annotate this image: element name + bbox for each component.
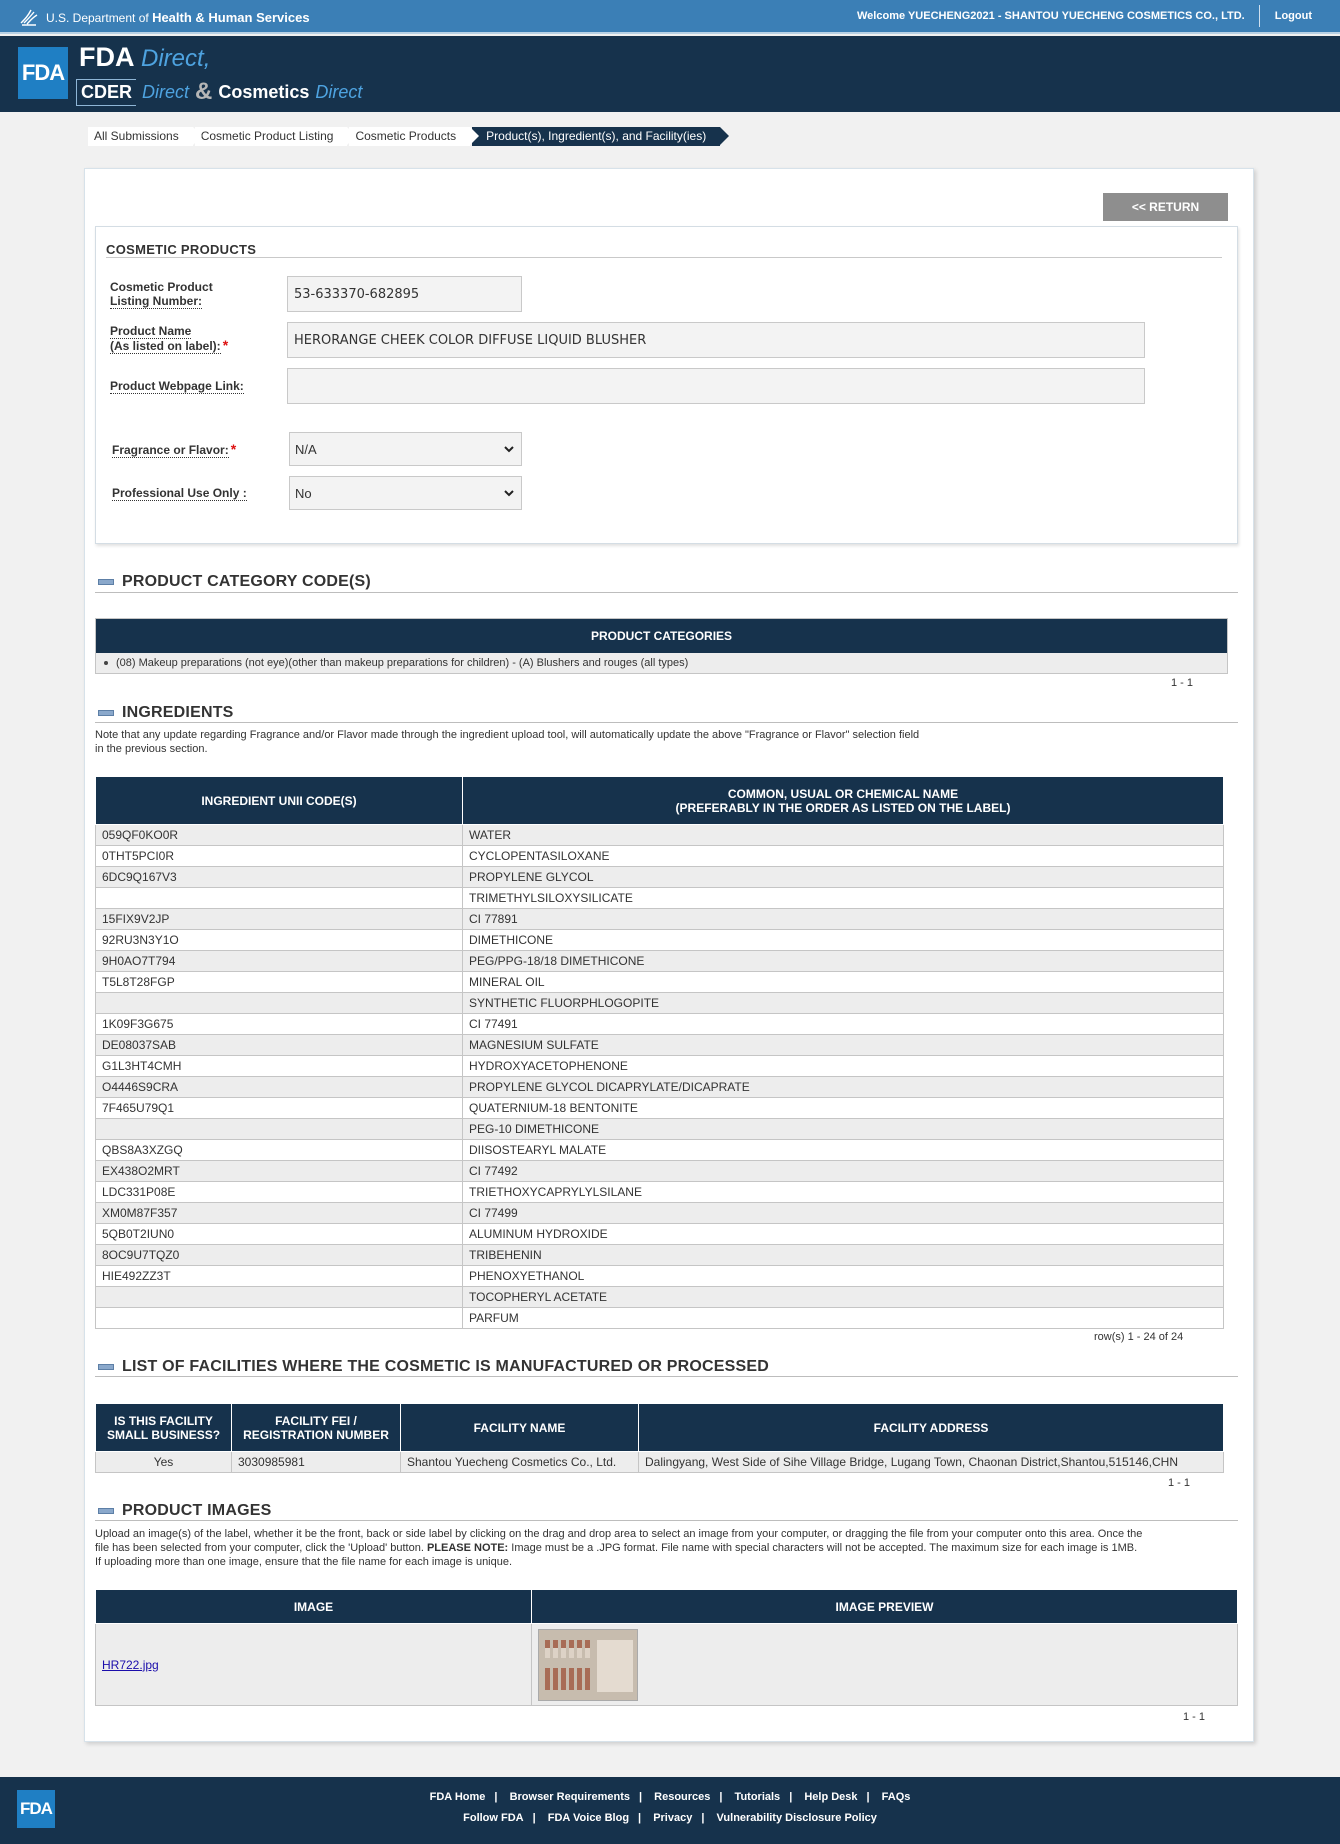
chemical-name-cell: CI 77491 [463,1014,1224,1035]
unii-code-cell: 0THT5PCI0R [96,846,463,867]
breadcrumb-cosmetic-product-listing[interactable]: Cosmetic Product Listing [195,127,348,146]
hhs-branding[interactable] [18,7,310,27]
hhs-department: U.S. Department of Health & Human Services [46,9,310,25]
footer-link-resources[interactable]: Resources [654,1791,711,1803]
cder-label: CDER [76,79,136,106]
unii-code-cell: 9H0AO7T794 [96,951,463,972]
logout-link[interactable]: Logout [1274,10,1312,22]
unii-code-cell: 059QF0KO0R [96,825,463,846]
hhs-top-bar [0,0,1340,34]
table-row [96,1077,1224,1098]
cosmetics-direct-label: Direct [315,81,363,102]
table-row [96,867,1224,888]
required-marker: * [230,441,237,457]
product-name-label: Product Name (As listed on label): * [110,324,229,353]
chemical-name-cell: DIMETHICONE [463,930,1224,951]
footer-separator: | [701,1812,705,1824]
table-row [96,1308,1224,1329]
footer-link-privacy[interactable]: Privacy [653,1812,693,1824]
column-header-facility-name[interactable]: FACILITY NAME [401,1404,639,1452]
chemical-name-cell: TRIMETHYLSILOXYSILICATE [463,888,1224,909]
chemical-name-cell: MINERAL OIL [463,972,1224,993]
small-business-cell: Yes [96,1452,232,1473]
chemical-name-cell: ALUMINUM HYDROXIDE [463,1224,1224,1245]
divider [95,722,1238,723]
bullet-icon [104,661,108,665]
table-row [96,1014,1224,1035]
collapse-icon[interactable] [98,1364,114,1370]
ingredients-table-body [96,825,1224,1329]
product-images-note: Upload an image(s) of the label, whether it be the front, back or side label by clicking on the drag and drop area to select an image from your computer, or dragging the file from your computer onto this area. Once the file has been selected from your computer, click the 'Upload' button. PLEASE NOTE: Image must be a .JPG format. File name with special characters will not be accepted. The maximum size for each image is 1MB. If uploading more than one image, ensure that the file name for each image is unique. [95,1528,1143,1568]
chemical-name-cell: PROPYLENE GLYCOL DICAPRYLATE/DICAPRATE [463,1077,1224,1098]
footer-separator: | [789,1791,793,1803]
table-row [96,993,1224,1014]
fragrance-label: Fragrance or Flavor: * [112,441,237,457]
footer-link-help-desk[interactable]: Help Desk [804,1791,858,1803]
product-name-field[interactable]: HERORANGE CHEEK COLOR DIFFUSE LIQUID BLUSHER [287,322,1145,358]
unii-code-cell: XM0M87F357 [96,1203,463,1224]
cosmetic-products-title: COSMETIC PRODUCTS [106,242,257,257]
fei-number-cell: 3030985981 [232,1452,401,1473]
chemical-name-cell: WATER [463,825,1224,846]
image-file-link[interactable]: HR722.jpg [102,1657,159,1672]
chemical-name-cell: HYDROXYACETOPHENONE [463,1056,1224,1077]
footer-link-faqs[interactable]: FAQs [881,1791,911,1803]
chemical-name-cell: TOCOPHERYL ACETATE [463,1287,1224,1308]
collapse-icon[interactable] [98,1508,114,1514]
ampersand: & [195,78,213,105]
footer-separator: | [639,1791,643,1803]
unii-code-cell: 8OC9U7TQZ0 [96,1245,463,1266]
chemical-name-cell: CI 77499 [463,1203,1224,1224]
footer-separator: | [866,1791,870,1803]
professional-use-select[interactable] [289,476,522,510]
chemical-name-cell: PEG-10 DIMETHICONE [463,1119,1224,1140]
chemical-name-cell: SYNTHETIC FLUORPHLOGOPITE [463,993,1224,1014]
images-pager: 1 - 1 [1183,1711,1206,1723]
product-image-preview [539,1630,638,1701]
footer-separator: | [719,1791,723,1803]
table-row [96,1287,1224,1308]
column-header-fei-number[interactable]: FACILITY FEI / REGISTRATION NUMBER [232,1404,401,1452]
product-images-section-header[interactable] [98,1501,271,1521]
table-row [96,1452,1224,1473]
product-category-section-header[interactable] [98,572,371,592]
facilities-pager: 1 - 1 [1168,1477,1191,1489]
section-title: LIST OF FACILITIES WHERE THE COSMETIC IS MANUFACTURED OR PROCESSED [122,1358,770,1375]
divider [106,257,1222,258]
footer-separator: | [494,1791,498,1803]
unii-code-cell [96,1119,463,1140]
chemical-name-cell: CI 77492 [463,1161,1224,1182]
table-row [96,1245,1224,1266]
table-row [96,972,1224,993]
table-row [96,909,1224,930]
cder-cosmetics-direct-title [76,77,362,107]
ingredients-note: Note that any update regarding Fragrance and/or Flavor made through the ingredient upload tool, will automatically update the above "Fragrance or Flavor" selection field in the previous section. [95,729,920,755]
fragrance-select[interactable] [289,432,522,466]
unii-code-cell: EX438O2MRT [96,1161,463,1182]
breadcrumb [88,127,722,146]
unii-code-cell: QBS8A3XZGQ [96,1140,463,1161]
chemical-name-cell: PEG/PPG-18/18 DIMETHICONE [463,951,1224,972]
divider [95,592,1238,593]
ingredients-table [95,776,1224,1329]
unii-code-cell [96,888,463,909]
chemical-name-cell: CI 77891 [463,909,1224,930]
facility-address-cell: Dalingyang, West Side of Sihe Village Bridge, Lugang Town, Chaonan District,Shantou,515146,CHN [639,1452,1224,1473]
unii-code-cell: T5L8T28FGP [96,972,463,993]
facilities-table [95,1403,1224,1473]
footer-link-browser-requirements[interactable]: Browser Requirements [509,1791,630,1803]
table-row [96,951,1224,972]
fda-direct-title: FDA Direct, [79,42,211,72]
facility-name-cell: Shantou Yuecheng Cosmetics Co., Ltd. [401,1452,639,1473]
table-row [96,1098,1224,1119]
fda-logo[interactable]: FDA [18,47,68,99]
ingredients-section-header[interactable] [98,703,234,723]
table-row [96,1266,1224,1287]
table-row [96,930,1224,951]
divider [95,1520,1238,1521]
chevron-down-icon [503,487,515,499]
collapse-icon[interactable] [98,579,114,585]
table-row [96,1203,1224,1224]
footer-separator: | [638,1812,642,1824]
column-header-image-preview[interactable]: IMAGE PREVIEW [532,1590,1238,1624]
table-row [96,1140,1224,1161]
unii-code-cell [96,1308,463,1329]
footer-separator: | [532,1812,536,1824]
product-categories-table [95,618,1228,674]
table-row [96,1119,1224,1140]
column-header-unii-code[interactable]: INGREDIENT UNII CODE(S) [96,777,463,825]
footer-link-fda-voice-blog[interactable]: FDA Voice Blog [547,1812,630,1824]
unii-code-cell: 7F465U79Q1 [96,1098,463,1119]
column-header-image[interactable]: IMAGE [96,1590,532,1624]
category-pager: 1 - 1 [1171,677,1194,689]
unii-code-cell: HIE492ZZ3T [96,1266,463,1287]
unii-code-cell: 6DC9Q167V3 [96,867,463,888]
image-file-cell [96,1624,532,1706]
product-images-table [95,1589,1238,1706]
footer-link-tutorials[interactable]: Tutorials [734,1791,781,1803]
chemical-name-cell: DIISOSTEARYL MALATE [463,1140,1224,1161]
cder-direct-label: Direct [142,81,190,102]
table-row [96,1624,1238,1706]
image-preview-cell [532,1624,1238,1706]
footer [0,1777,1340,1844]
chemical-name-cell: PROPYLENE GLYCOL [463,867,1224,888]
unii-code-cell: 15FIX9V2JP [96,909,463,930]
section-title: PRODUCT CATEGORY CODE(S) [122,573,371,590]
table-row [96,888,1224,909]
facilities-section-header[interactable] [98,1357,769,1377]
section-title: INGREDIENTS [122,704,234,721]
chemical-name-cell: TRIETHOXYCAPRYLYLSILANE [463,1182,1224,1203]
unii-code-cell: 1K09F3G675 [96,1014,463,1035]
footer-links-row-2 [0,1812,1340,1824]
chevron-down-icon [503,443,515,455]
collapse-icon[interactable] [98,710,114,716]
footer-link-fda-home[interactable]: FDA Home [429,1791,486,1803]
unii-code-cell: 92RU3N3Y1O [96,930,463,951]
chemical-name-cell: CYCLOPENTASILOXANE [463,846,1224,867]
fda-footer-logo[interactable]: FDA [17,1790,55,1828]
chemical-name-cell: PHENOXYETHANOL [463,1266,1224,1287]
fragrance-selected-value: N/A [295,441,317,457]
column-header-chemical-name[interactable]: COMMON, USUAL OR CHEMICAL NAME (PREFERABLY IN THE ORDER AS LISTED ON THE LABEL) [463,777,1224,825]
table-row [96,825,1224,846]
chemical-name-cell: MAGNESIUM SULFATE [463,1035,1224,1056]
column-header-facility-address[interactable]: FACILITY ADDRESS [639,1404,1224,1452]
unii-code-cell: LDC331P08E [96,1182,463,1203]
product-image-thumbnail[interactable] [538,1629,638,1701]
table-row [96,1056,1224,1077]
list-item [96,653,1227,673]
breadcrumb-all-submissions[interactable]: All Submissions [88,127,193,146]
unii-code-cell [96,1287,463,1308]
welcome-message: Welcome YUECHENG2021 - SHANTOU YUECHENG COSMETICS CO., LTD. [857,10,1245,22]
chemical-name-cell: QUATERNIUM-18 BENTONITE [463,1098,1224,1119]
webpage-link-field[interactable] [287,368,1145,404]
section-title: PRODUCT IMAGES [122,1502,272,1519]
table-row [96,846,1224,867]
chemical-name-cell: TRIBEHENIN [463,1245,1224,1266]
footer-link-vulnerability-disclosure[interactable]: Vulnerability Disclosure Policy [716,1812,877,1824]
table-row [96,1035,1224,1056]
professional-use-selected-value: No [295,485,312,501]
facilities-table-body [96,1452,1224,1473]
unii-code-cell: G1L3HT4CMH [96,1056,463,1077]
required-marker: * [222,337,229,353]
return-button[interactable]: << RETURN [1103,193,1228,221]
table-row [96,1224,1224,1245]
unii-code-cell: DE08037SAB [96,1035,463,1056]
listing-number-label: Cosmetic Product Listing Number: [110,280,213,308]
webpage-link-label: Product Webpage Link: [110,379,244,393]
breadcrumb-current-page: Product(s), Ingredient(s), and Facility(ies) [472,127,720,146]
footer-links-row-1 [0,1791,1340,1803]
cosmetics-label: Cosmetics [218,81,310,102]
unii-code-cell: O4446S9CRA [96,1077,463,1098]
breadcrumb-cosmetic-products[interactable]: Cosmetic Products [349,127,470,146]
unii-code-cell: 5QB0T2IUN0 [96,1224,463,1245]
chemical-name-cell: PARFUM [463,1308,1224,1329]
professional-use-label: Professional Use Only : [112,486,247,500]
column-header-small-business[interactable]: IS THIS FACILITY SMALL BUSINESS? [96,1404,232,1452]
footer-link-follow-fda[interactable]: Follow FDA [463,1812,524,1824]
table-row [96,1182,1224,1203]
fda-header [0,36,1340,112]
table-header: PRODUCT CATEGORIES [96,619,1227,653]
ingredients-pager: row(s) 1 - 24 of 24 [1094,1331,1184,1343]
unii-code-cell [96,993,463,1014]
table-row [96,1161,1224,1182]
divider [95,1376,1238,1377]
hhs-eagle-icon [18,7,40,27]
category-label: (08) Makeup preparations (not eye)(other than makeup preparations for children) - (A) Blushers and rouges (all types) [116,657,689,669]
listing-number-field[interactable]: 53-633370-682895 [287,276,522,312]
